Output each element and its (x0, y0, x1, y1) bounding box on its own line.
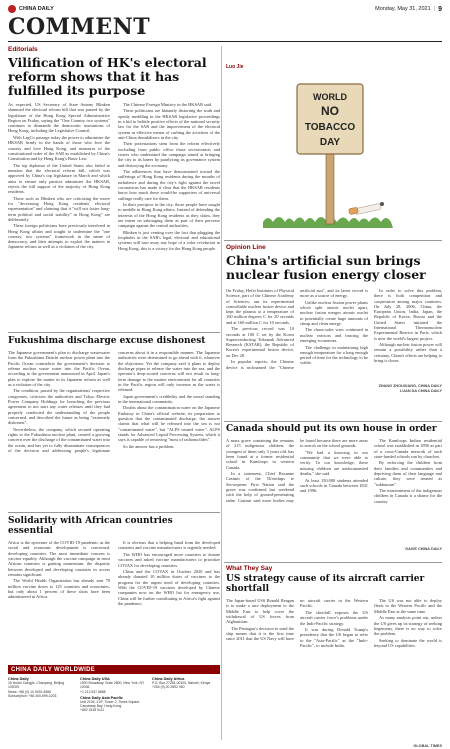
paragraph: In order to solve this problem, there is both competition and cooperation among major countries. On July 28, 2006, China, the European Union, India, Japan, the Republic of Korea, Russia and the United States initiated the International Thermonuclear Experimental Reactor in Paris, which is now the world's largest project. (374, 288, 442, 341)
paragraph: Japan government's credibility and the moral standing in the international community. (118, 393, 220, 404)
paragraph: Although nuclear fusion power will remain a possibility rather than a certainty, China's efforts are helping to bring it closer. (374, 342, 442, 364)
paragraph: Unlike nuclear fission power plants which split atomic nuclei apart, nuclear fusion merges atomic nuclei to potentially create huge amounts of cheap and clean energy. (300, 299, 368, 326)
sign-line: WORLD (313, 92, 347, 102)
sign-line: TOBACCO (304, 122, 356, 133)
paragraph: A mass grave containing the remains of 215 indigenous children, the youngest of them only 3 years old, has been found at a former residential school in Kamloops in western Canada. (226, 438, 294, 470)
office-line: +852 2518 5111 (80, 708, 105, 713)
paragraph: Nevertheless, the company, which secured operating rights to the Fukushima nuclear plant, created a growing concern over the discharge of the contaminated water into the ocean, and has yet to fully disseminate consequences of the decision and addressing people's legitimate concerns about it in a responsible manner. The Japanese authorities were determined to go ahead with it, whatever the objections. Yet the company said it plans to deploy discharge pipes to release the water into the sea, and the operator's deep-rooted concerns will not result in long-term damage to the marine environment for all countries in the Pacific region will only increase as the water is released. (8, 350, 220, 453)
opinion-signature-2: LUAN DA CHINA DAILY (400, 389, 442, 393)
paragraph: It is obvious that a helping hand from the developed countries and vaccine manufacturers is urgently needed. (118, 540, 220, 551)
office-line: +1 212 537 8888 (80, 689, 106, 694)
us-carrier-article (226, 565, 442, 749)
office-entry (152, 677, 220, 713)
office-line: News: +86 (0) 10 6491-8366 (8, 689, 52, 694)
paragraph: The Japan-based USS Ronald Reagan is to make a rare deployment to the Middle East to help cover the withdrawal of US forces from Afghanistan. (226, 598, 294, 625)
paragraph: Seeking to dominate the world is beyond US capabilities. (374, 637, 442, 648)
us-carrier-body (226, 598, 442, 744)
cartoon-illustration (223, 64, 442, 238)
us-carrier-signature: GLOBAL TIMES (413, 744, 442, 749)
paragraph: In popular reports, the Chinese device is nicknamed the "Chinese artificial sun", and its latest record is more as a source of energy. (226, 288, 368, 370)
paragraph: The Kamloops Indian residential school was established in 1890 as part of a cross-Canada network of such state-funded schools run by churches. (374, 438, 442, 459)
paragraph: In a statement, Chief Rosanne Casimir of the Tk'emlups te Secwepemc First Nation said the grave was confirmed last weekend with the help of ground-penetrating radar. Casimir said more bodies may be found because there are more areas to search on the school grounds. (226, 438, 368, 503)
canada-body (226, 438, 442, 547)
paragraph: With LegCo passage today the power to administer the HKSAR firmly in the hands of those who love the country and love Hong Kong, and measures of the constitutional order of the SAR as established by China's Constitution and by Hong Kong's Basic Law. (8, 134, 110, 162)
divider (224, 421, 442, 422)
paragraph: As expected, US Secretary of State Antony Blinken slammed the electoral reform bill that was passed by the legislature of the Hong Kong Special Administrative Region on Friday, saying the "One Country two systems" continues to dismantle the democratic institutions of Hong Kong, including the Legislative Council. (8, 102, 110, 134)
fukushima-body (8, 350, 220, 507)
editorials-label: Editorials (8, 46, 38, 53)
editorial-lead (8, 46, 220, 330)
sign-line: DAY (319, 137, 341, 148)
cartoon (223, 64, 442, 238)
top-bar (8, 4, 442, 14)
cigarette-butt-icon (348, 202, 384, 215)
paragraph: The US was not able to deploy fleets to the Western Pacific and the Middle East at the same time. (374, 598, 442, 614)
office-line: 15 Huixin Dongjie, Chaoyang, Beijing 100029 (8, 681, 64, 690)
editorial-fukushima (8, 336, 220, 507)
office-line: P.O. Box 27281-00100, Nairobi, Kenya (152, 681, 211, 686)
paragraph: The chaos-sales wars continued in nuclear reactors and bracing the emerging economies. (300, 327, 368, 344)
paragraph: Those such as Blinken who are criticizing the move for "decreasing Hong Kong residents' electoral representation" and claiming that it "will not foster long-term political and social stability" in Hong Kong" are deliberately (8, 195, 110, 222)
africa-headline: Solidarity with African countries essential (8, 516, 173, 537)
paragraph: By enforcing the children from their families and communities and depriving them of their language and culture, they were treated as "subhuman". (374, 460, 442, 487)
office-name: China Daily (8, 677, 29, 681)
section-rule (8, 41, 442, 42)
office-line: Subscription: +86 400-699-0203 (8, 693, 57, 698)
divider (8, 512, 220, 513)
office-entry (80, 677, 148, 713)
paragraph: The Chinese Foreign Ministry in the HKSAR said. (123, 102, 213, 107)
footer-bar: CHINA DAILY WORLDWIDE (8, 665, 220, 674)
office-name: China Daily USA (80, 677, 110, 681)
column-divider (221, 46, 222, 740)
date: Monday, May 31, 2021 (375, 6, 431, 12)
editorial-lead-headline: Vilification of HK's electoral reform shows that it has fulfilled its purpose (8, 55, 207, 98)
paragraph: China and the COVAX in October 2020 and has already donated 10 million doses of vaccines to the program for the urgent need of developing countries. With the COVID-19 vaccines developed by Chinese companies now on the WHO list for emergency use, China will be further contributing to Africa's fight against the pandemic. (118, 569, 220, 606)
paragraph: It was during Donald Trump's presidency that the US began to refer to the "Asia-Pacific" as the "Indo-Pacific", to include India. (300, 627, 368, 648)
masthead (8, 5, 54, 13)
office-line: Unit 2106, 21/F, Tower 2, Times Square, Causeway Bay, Hong Kong (80, 700, 141, 709)
paragraph: As many analysts point out, unless the US gives up its strategy of seeking hegemony, there is no way to solve the problem. (374, 615, 442, 637)
paragraph: The condition, passed by the organizations' respective congresses, criticizes the authorities and Tokyo Electric Power Company Holdings for breaching the previous agreement to not start any water releases until they had properly conducted the understanding of the people concerned, and described the future as being "extremely dishonest". (8, 388, 110, 426)
divider (224, 562, 442, 563)
paragraph: At least 150,000 students attended such schools in Canada between 1831 and 1996. (300, 477, 368, 494)
paragraph: Africa is the epicenter of the COVID-19 pandemic as the social and economic development is concerned, developing countries. The most immediate concern is vaccine equality. Although the vaccine campaign in most African countries is gaining momentum, the disparity between developed and developing countries in access remains significant. (8, 540, 110, 577)
fukushima-headline: Fukushima discharge excuse dishonest (8, 336, 206, 346)
canada-signature: GAIVE CHINA DAILY (405, 547, 442, 552)
paragraph: These foreign politicians have previously interfered in Hong Kong affairs and sought to undermine the "one country, two systems" framework in the name of democracy, and their attempts to exploit the matters in Japanese reform as well as a violation of the city. (8, 223, 110, 250)
paragraph: "We had a knowing in our community that we were able to verify. To our knowledge, these missing children are undocumented deaths," she said. (300, 449, 368, 477)
date-block: Monday, May 31, 2021 | 9 (375, 5, 442, 13)
paragraph: The mistreatment of the indigenous children in Canada is a shame for the country. (374, 488, 442, 504)
africa-body (8, 540, 220, 668)
opinion-headline: China's artificial sun brings nuclear fusion energy closer (226, 253, 426, 282)
canada-headline: Canada should put its own house in order (226, 424, 437, 434)
office-line: 1500 Broadway, Suite 2800, New York, NY 10036 (80, 681, 145, 690)
paragraph: The previous record was 10 seconds at 100 C set by the Korea Superconducting Tokamak Advanced Research (KSTAR), the Republic of Korea's experimental fusion device, on Dec 28. (226, 326, 294, 358)
office-name: China Daily Asia Pacific (80, 695, 123, 700)
sign-line: NO (321, 104, 339, 118)
office-list (8, 677, 220, 713)
office-line: +254 (0) 20 2692 060 (152, 685, 185, 690)
divider (224, 240, 442, 241)
paragraph: The Pentagon's decision to send the ship means that it is the first time since 2011 that the US Navy will have no aircraft carrier in the Western Pacific. (226, 598, 368, 642)
office-name: China Daily Africa (152, 677, 185, 681)
page-number: 9 (438, 5, 442, 13)
opinion-body (226, 288, 442, 384)
paragraph: These politicians are blatantly distorting the truth and openly meddling in the HKSAR legislative proceedings in a bid to belittle positive effects of the national security law for the SAR and the improvement of the electoral system as effective means of curbing the activities of the anti-China destabilizers in the city. (118, 108, 220, 140)
paragraph: On Friday, Hefei Institutes of Physical Science, part of the Chinese Academy of Sciences, ran its experimental controllable nuclear fusion device and kept the plasma at a temperature of 160 million degrees C for 20 seconds and at 160 million C for 10 seconds. (226, 288, 294, 325)
editorial-lead-body (8, 102, 220, 330)
sign-post-shape (326, 146, 334, 224)
paragraph: The Japanese government's plan to discharge wastewater from the Fukushima Daiichi nuclear power plant into the Pacific Ocean contradicts the government's decision to release nuclear waste water into the Pacific Ocean, according to the government announced in April. Japan's plan to explore the matter in its Japanese reform as well as a violation of the city. (8, 350, 110, 387)
paragraph: The World Health Organization has already sent 79 million vaccine doses to 125 countries and economies, but only about 1 percent of these shots have been administered in Africa. (8, 578, 110, 600)
section-title: COMMENT (8, 14, 151, 40)
cartoon-credit: Luo Jie (226, 64, 244, 70)
editorial-africa (8, 516, 220, 668)
paragraph: The adherences that have demonstrated toward the sufferings of Hong Kong residents during the months of turbulence and during the city's fight against the novel coronavirus has made it clear that the HKSAR residents know how much these would-be supporters of universal suffrage really care for them. (118, 169, 220, 201)
worldwide-footer (8, 665, 220, 743)
paragraph: The shortfall exposes the US aircraft carrier force's problems under the Indo-Pacific strategy. (300, 609, 368, 626)
opinion-signature: ZHANG ZHOUXIANG, CHINA DAILY (378, 384, 442, 388)
what-they-say-label: What They Say (226, 565, 273, 572)
paragraph: Their protestations stem from the reform effectively excluding from public office those secessionists and rioters who understand the campaign aimed at bringing the city to its knees by paralyzing its governance system and destroying the economy. (118, 141, 220, 168)
paragraph: The challenge in maintaining high enough temperature for a long enough period of time for the technology to be viable. (300, 344, 368, 366)
paragraph: Doubts about the contamination water on the Japanese Embassy in China's official website, its preparation to question that the contaminated discharge, the answer claims that what will be released into the sea is not "contaminated water", but "ALPS treated water". ALPS stands for Advanced Liquid Processing System, which it says is capable of removing "most of radionuclides". (118, 405, 220, 443)
opinion-label: Opinion Line (226, 244, 266, 251)
paragraph: The WHO has encouraged more countries to donate vaccines and asked vaccine manufacturers to prioritize COVAX for developing countries. (118, 551, 220, 568)
office-entry (8, 677, 76, 713)
paragraph: So the answer has a problem. (123, 443, 175, 449)
logo-icon (8, 5, 16, 13)
canada-article (226, 424, 442, 552)
paragraph: Blinken is just venting over the fact that plugging the loopholes in the SAR's legal, electoral and educational systems will turn away any hope of a color revolution in Hong Kong, this is a victory for the Hong Kong people. (118, 229, 220, 251)
us-carrier-headline: US strategy cause of its aircraft carrier shortfall (226, 574, 425, 595)
masthead-text: CHINA DAILY (19, 6, 54, 12)
divider (8, 332, 220, 333)
paragraph: The top diplomat of the United States also failed to mention that the electoral reform bill, which was approved by China's top legislature in March and which aims to ensure only patriots administer the HKSAR, rejects the full support of the majority of Hong Kong residents. (8, 162, 110, 195)
opinion-lead (226, 244, 442, 394)
paragraph: In their precipice in the city, those people have sought to meddle in Hong Kong affairs. Instead of defending the interests of the Hong Kong residents as they claim, they are intent on sabotaging them as part of their perverse campaign against the central authorities. (118, 202, 220, 229)
